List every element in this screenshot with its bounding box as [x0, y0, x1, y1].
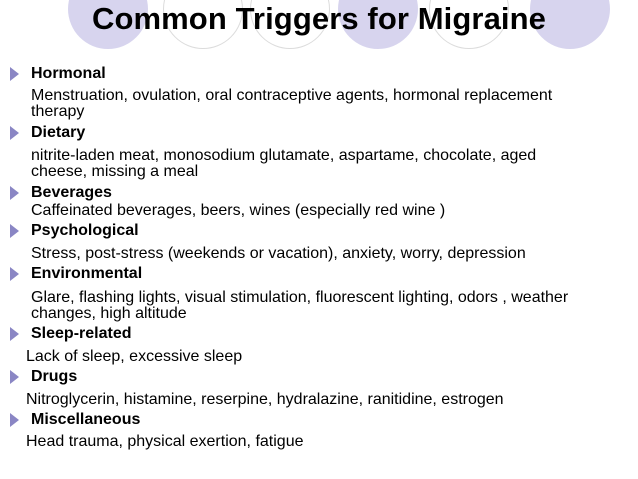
trigger-description-line: cheese, missing a meal — [31, 163, 199, 180]
trigger-heading: Drugs — [31, 368, 78, 385]
trigger-heading: Sleep-related — [31, 325, 132, 342]
bullet-icon — [10, 126, 19, 140]
trigger-description-line: Caffeinated beverages, beers, wines (especially red wine ) — [31, 202, 446, 219]
trigger-description-line: therapy — [31, 103, 85, 120]
bullet-icon — [10, 186, 19, 200]
slide-title: Common Triggers for Migraine — [91, 1, 547, 36]
trigger-description-line: Lack of sleep, excessive sleep — [26, 348, 243, 365]
trigger-description-line: Menstruation, ovulation, oral contraceptive agents, hormonal replacement — [31, 87, 553, 104]
trigger-description-line: nitrite-laden meat, monosodium glutamate, aspartame, chocolate, aged — [31, 147, 537, 164]
trigger-heading: Environmental — [31, 265, 143, 282]
trigger-heading: Psychological — [31, 222, 139, 239]
bullet-icon — [10, 327, 19, 341]
trigger-description-line: Nitroglycerin, histamine, reserpine, hydralazine, ranitidine, estrogen — [26, 391, 504, 408]
trigger-heading: Dietary — [31, 124, 86, 141]
bullet-icon — [10, 224, 19, 238]
bullet-icon — [10, 413, 19, 427]
bullet-icon — [10, 370, 19, 384]
bullet-icon — [10, 67, 19, 81]
trigger-heading: Beverages — [31, 184, 112, 201]
bullet-icon — [10, 267, 19, 281]
trigger-description-line: Head trauma, physical exertion, fatigue — [26, 433, 304, 450]
trigger-description-line: changes, high altitude — [31, 305, 187, 322]
trigger-description-line: Glare, flashing lights, visual stimulation, fluorescent lighting, odors , weather — [31, 289, 569, 306]
trigger-description-line: Stress, post-stress (weekends or vacation), anxiety, worry, depression — [31, 245, 526, 262]
trigger-heading: Miscellaneous — [31, 411, 141, 428]
trigger-heading: Hormonal — [31, 65, 106, 82]
